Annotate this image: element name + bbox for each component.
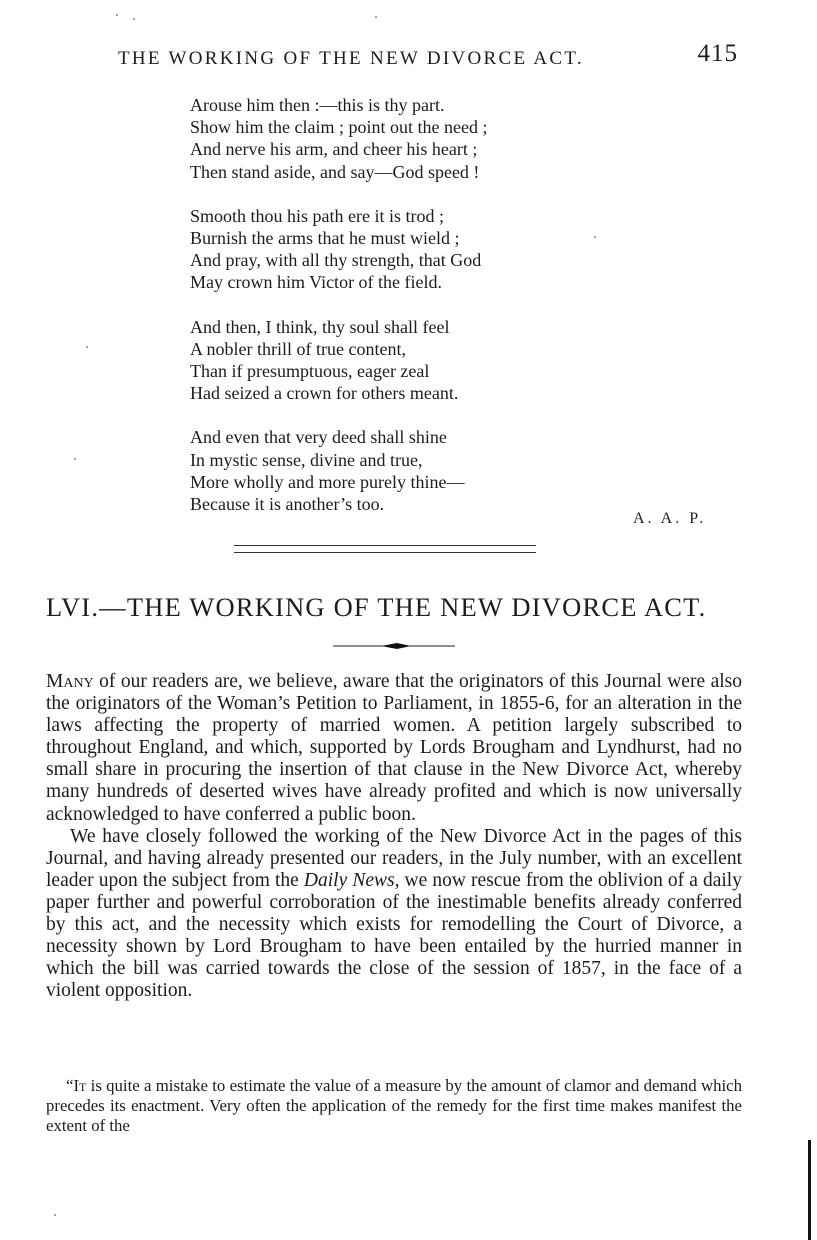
- quote-lead-word: It: [73, 1076, 87, 1095]
- poem-line: In mystic sense, divine and true,: [190, 449, 423, 470]
- poem-stanza-3: [190, 316, 610, 405]
- poem-line: May crown him Victor of the field.: [190, 272, 443, 293]
- quoted-passage: [46, 1076, 742, 1136]
- poem-line: Had seized a crown for others meant.: [190, 383, 459, 404]
- running-header: [118, 38, 738, 78]
- poem-stanza-2: [190, 205, 610, 294]
- poem-line: Show him the claim ; point out the need ;: [190, 117, 488, 138]
- poem-line: Arouse him then :—this is thy part.: [190, 95, 445, 115]
- poem-stanza-1: [190, 94, 610, 183]
- poem-line: Then stand aside, and say—God speed !: [190, 161, 480, 182]
- poem-line: Because it is another’s too.: [190, 494, 385, 515]
- poem-line: And then, I think, thy soul shall feel: [190, 316, 450, 337]
- poem-line: Smooth thou his path ere it is trod ;: [190, 205, 444, 226]
- print-speck: [375, 16, 377, 18]
- print-speck: [74, 458, 76, 460]
- poem-line: And nerve his arm, and cheer his heart ;: [190, 139, 478, 160]
- quote-text: is quite a mistake to estimate the value of a measure by the amount of clamor and demand which precedes its enactment. Very often the application of the remedy for the first time makes manifest the extent of the: [46, 1076, 742, 1135]
- paragraph-lead-word: Many: [46, 671, 94, 692]
- poem-stanza-4: [190, 426, 610, 515]
- running-title: THE WORKING OF THE NEW DIVORCE ACT.: [118, 48, 584, 69]
- ornament-divider-icon: [333, 641, 455, 651]
- article-body: [46, 671, 742, 1002]
- poem-line: A nobler thrill of true content,: [190, 338, 406, 359]
- print-speck: [594, 236, 596, 238]
- poem: [190, 94, 610, 537]
- page-number: 415: [697, 40, 738, 67]
- print-speck: [133, 18, 135, 20]
- poem-line: And pray, with all thy strength, that God: [190, 250, 482, 271]
- article-paragraph-2: [46, 826, 742, 1003]
- article-paragraph-1: [46, 671, 742, 826]
- page-edge-shadow: [808, 1140, 811, 1240]
- paragraph-text: we now rescue from the oblivion of a daily paper further and powerful corroboration of the inestimable benefits already conferred by this act, and the necessity which exists for remodelling the Court of Divorce, a necessity shown by Lord Brougham to have been entailed by the hurried manner in which the bill was carried towards the close of the session of 1857, in the face of a violent opposition.: [46, 869, 742, 1002]
- poem-line: More wholly and more purely thine—: [190, 471, 465, 492]
- double-rule-divider: [234, 545, 536, 553]
- poem-line: Burnish the arms that he must wield ;: [190, 228, 460, 249]
- open-quote-mark: “: [66, 1076, 74, 1095]
- print-speck: [116, 14, 118, 16]
- print-speck: [54, 1214, 56, 1216]
- poem-line: And even that very deed shall shine: [190, 427, 447, 448]
- paragraph-text: of our readers are, we believe, aware that the originators of this Journal were also the originators of the Woman’s Petition to Parliament, in 1855-6, for an alteration in the laws affecting the property of married women. A petition largely subscribed to throughout England, and which, supported by Lords Brougham and Lyndhurst, had no small share in procuring the insertion of that clause in the New Divorce Act, whereby many hundreds of deserted wives have already profited and which is now universally acknowledged to have conferred a public boon.: [46, 671, 742, 825]
- poem-line: Than if presumptuous, eager zeal: [190, 361, 430, 382]
- print-speck: [86, 346, 88, 348]
- newspaper-title: Daily News,: [303, 869, 400, 891]
- article-heading: LVI.—THE WORKING OF THE NEW DIVORCE ACT.: [46, 592, 707, 622]
- poem-signature: A. A. P.: [633, 510, 707, 527]
- paragraph-text: We have closely followed the working of the New Divorce Act in the pages of this Journal, and having already presented our readers, in the July number, with an excellent leader upon the subject from the: [46, 825, 742, 891]
